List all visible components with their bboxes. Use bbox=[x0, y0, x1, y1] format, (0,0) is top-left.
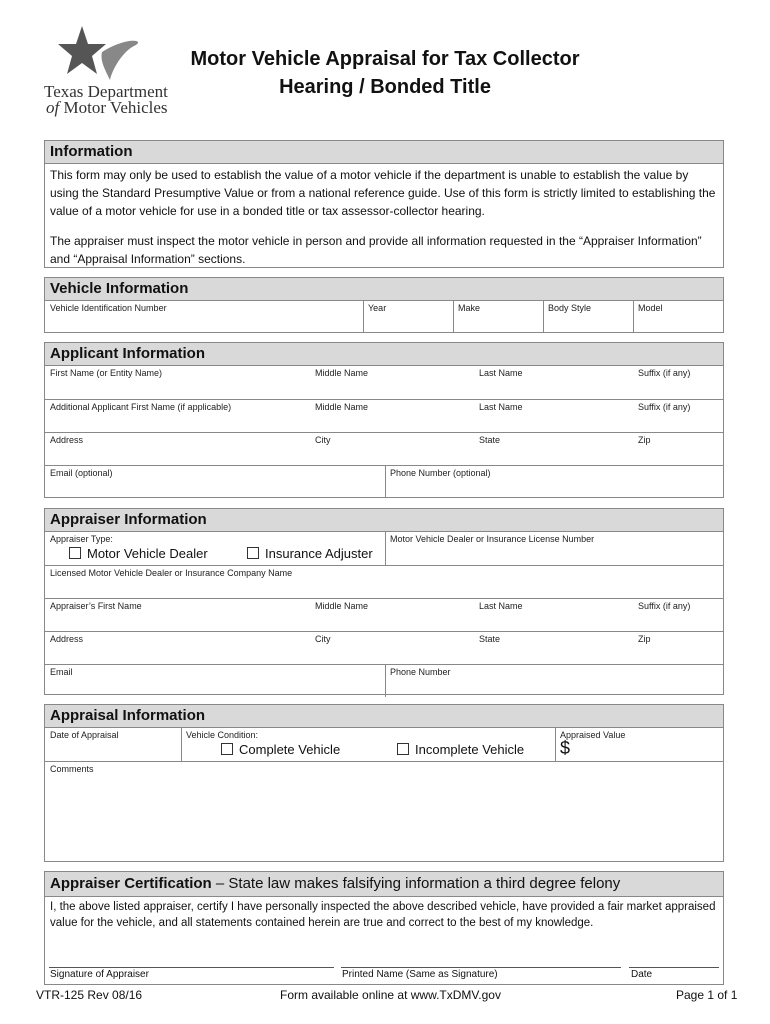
printed-name-line[interactable] bbox=[341, 967, 621, 968]
additional-first-name-label: Additional Applicant First Name (if applicable) bbox=[50, 402, 232, 412]
comments-box[interactable] bbox=[45, 761, 723, 862]
information-heading: Information bbox=[45, 141, 723, 164]
additional-last-name-label: Last Name bbox=[479, 402, 523, 412]
additional-middle-name-label: Middle Name bbox=[315, 402, 369, 412]
appraiser-last-name-label: Last Name bbox=[479, 601, 523, 611]
appraisal-heading: Appraisal Information bbox=[45, 705, 723, 728]
company-row[interactable] bbox=[45, 565, 723, 598]
complete-vehicle-checkbox[interactable]: Complete Vehicle bbox=[221, 742, 340, 757]
state-label: State bbox=[479, 435, 501, 445]
phone-label: Phone Number (optional) bbox=[390, 468, 491, 478]
vehicle-row[interactable] bbox=[45, 301, 723, 333]
vehicle-heading: Vehicle Information bbox=[45, 278, 723, 301]
zip-label: Zip bbox=[638, 435, 651, 445]
middle-name-label: Middle Name bbox=[315, 368, 369, 378]
certification-statement: I, the above listed appraiser, certify I have personally inspected the above described vehicle, have provided a fair market appraised value for the vehicle, and all statements contained herein are true and correct to the best of my knowledge. bbox=[50, 901, 716, 929]
dollar-sign: $ bbox=[560, 738, 571, 758]
year-label: Year bbox=[368, 303, 387, 313]
adjuster-checkbox[interactable]: Insurance Adjuster bbox=[247, 546, 373, 561]
company-name-label: Licensed Motor Vehicle Dealer or Insurance Company Name bbox=[50, 568, 293, 578]
agency-name-line2: of Motor Vehicles bbox=[46, 98, 168, 117]
page-number: Page 1 of 1 bbox=[676, 988, 738, 1002]
appraiser-first-name-label: Appraiser’s First Name bbox=[50, 601, 142, 611]
first-name-label: First Name (or Entity Name) bbox=[50, 368, 163, 378]
date-of-appraisal-label: Date of Appraisal bbox=[50, 730, 119, 740]
information-paragraph-1: This form may only be used to establish the value of a motor vehicle if the department is unable to establish the value by using the Standard Presumptive Value or from a national reference guide. Use of this form is strictly limited to establishing the value of a motor vehicle for use in a bonded title or tax assessor-collector hearing. bbox=[50, 168, 716, 218]
certification-heading: Appraiser Certification – State law makes falsifying information a third degree felony bbox=[45, 872, 723, 897]
form-number: VTR-125 Rev 08/16 bbox=[36, 988, 143, 1002]
make-label: Make bbox=[458, 303, 481, 313]
appraiser-address-label: Address bbox=[50, 634, 84, 644]
email-label: Email (optional) bbox=[50, 468, 113, 478]
dealer-checkbox[interactable]: Motor Vehicle Dealer bbox=[69, 546, 208, 561]
appraiser-phone-label: Phone Number bbox=[390, 667, 451, 677]
suffix-label: Suffix (if any) bbox=[638, 368, 691, 378]
model-label: Model bbox=[638, 303, 663, 313]
incomplete-vehicle-checkbox[interactable]: Incomplete Vehicle bbox=[397, 742, 524, 757]
applicant-section bbox=[44, 342, 724, 498]
additional-suffix-label: Suffix (if any) bbox=[638, 402, 691, 412]
form-title: Motor Vehicle Appraisal for Tax Collector Hearing / Bonded Title bbox=[190, 48, 580, 98]
applicant-name-row[interactable] bbox=[45, 366, 723, 399]
appraiser-type-row bbox=[45, 532, 723, 565]
appraiser-heading: Appraiser Information bbox=[45, 509, 723, 532]
appraiser-type-label: Appraiser Type: bbox=[50, 534, 113, 544]
address-label: Address bbox=[50, 435, 84, 445]
vehicle-condition-label: Vehicle Condition: bbox=[186, 730, 259, 740]
appraiser-middle-name-label: Middle Name bbox=[315, 601, 369, 611]
form-availability: Form available online at www.TxDMV.gov bbox=[280, 988, 501, 1002]
information-paragraph-2: The appraiser must inspect the motor vehicle in person and provide all information requested in the “Appraiser Information” and “Appraisal Information” sections. bbox=[50, 234, 702, 266]
appraiser-zip-label: Zip bbox=[638, 634, 651, 644]
appraiser-address-row[interactable] bbox=[45, 631, 723, 664]
agency-name-line1: Texas Department bbox=[44, 82, 168, 101]
date-line[interactable] bbox=[629, 967, 719, 968]
appraiser-name-row[interactable] bbox=[45, 598, 723, 631]
appraiser-city-label: City bbox=[315, 634, 331, 644]
appraiser-state-label: State bbox=[479, 634, 501, 644]
appraisal-row bbox=[45, 728, 723, 761]
applicant-heading: Applicant Information bbox=[45, 343, 723, 366]
vehicle-section bbox=[44, 277, 724, 333]
city-label: City bbox=[315, 435, 331, 445]
comments-label: Comments bbox=[50, 764, 94, 774]
date-label: Date bbox=[631, 969, 653, 980]
body-style-label: Body Style bbox=[548, 303, 592, 313]
appraised-value-label: Appraised Value bbox=[560, 730, 626, 740]
appraiser-email-label: Email bbox=[50, 667, 73, 677]
last-name-label: Last Name bbox=[479, 368, 523, 378]
signature-line[interactable] bbox=[49, 967, 334, 968]
applicant-contact-row[interactable] bbox=[45, 465, 723, 498]
license-number-label: Motor Vehicle Dealer or Insurance License Number bbox=[390, 534, 595, 544]
appraiser-section bbox=[44, 508, 724, 695]
appraiser-contact-row[interactable] bbox=[45, 664, 723, 697]
printed-name-label: Printed Name (Same as Signature) bbox=[342, 969, 498, 980]
additional-applicant-row[interactable] bbox=[45, 399, 723, 432]
applicant-address-row[interactable] bbox=[45, 432, 723, 465]
information-section bbox=[44, 140, 724, 268]
certification-section bbox=[44, 871, 724, 985]
appraiser-suffix-label: Suffix (if any) bbox=[638, 601, 691, 611]
vin-label: Vehicle Identification Number bbox=[50, 303, 167, 313]
appraisal-section bbox=[44, 704, 724, 862]
signature-label: Signature of Appraiser bbox=[50, 969, 149, 980]
